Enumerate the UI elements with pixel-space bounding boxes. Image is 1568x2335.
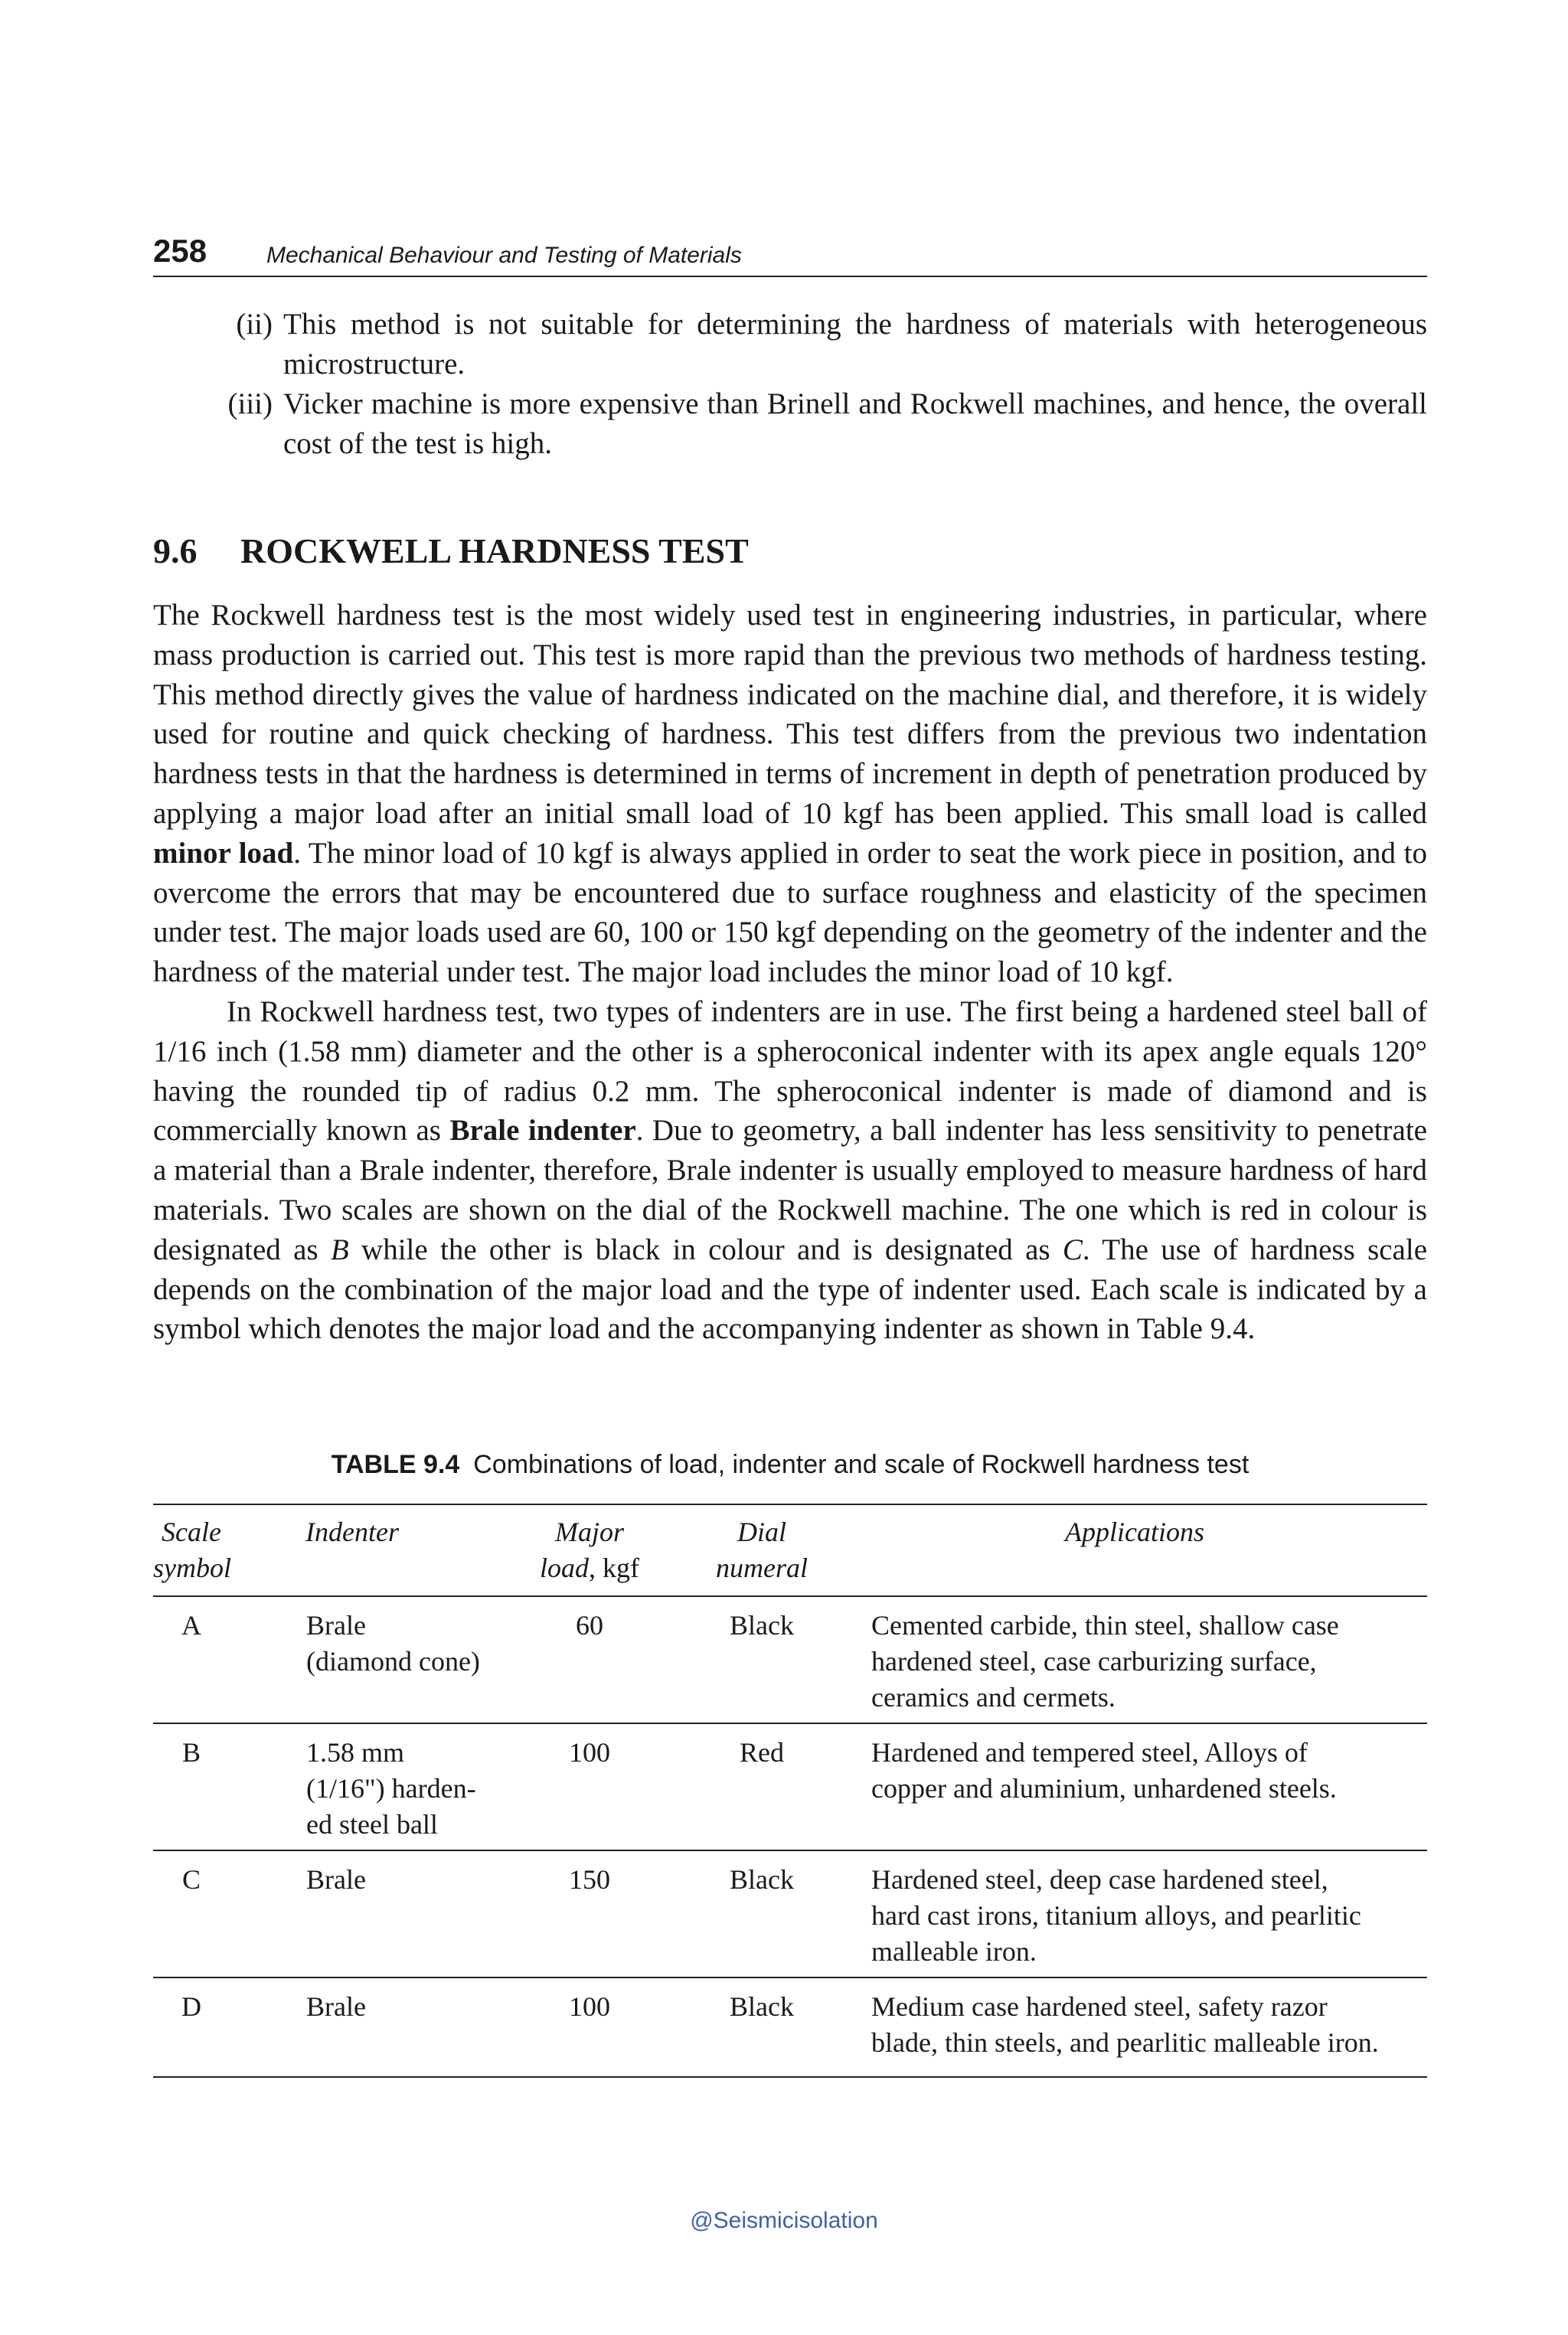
header-text: symbol <box>153 1553 231 1583</box>
cell-load: 150 <box>569 1864 610 1895</box>
header-text: Major <box>555 1517 624 1547</box>
cell-indenter <box>306 1735 513 1843</box>
cell-text: Medium case hardened steel, safety razor <box>871 1991 1328 2022</box>
cell-indenter: Brale <box>306 1864 366 1895</box>
cell-text: 1.58 mm <box>306 1737 405 1768</box>
cell-dial: Black <box>730 1991 794 2022</box>
header-dial-numeral <box>666 1514 858 1586</box>
header-text: numeral <box>716 1553 808 1583</box>
header-text: Dial <box>737 1517 786 1547</box>
paragraph-text: The Rockwell hardness test is the most widely used test in engineering industries, in particular, where mass production is carried out. This test is more rapid than the previous two methods of hardness testing. This method directly gives the value of hardness indicated on the machine dial, and therefore, it is widely used for routine and quick checking of hardness. This test differs from the previous two indentation hardness tests in that the hardness is determined in terms of increment in depth of penetration produced by applying a major load after an initial small load of 10 kgf has been applied. This small load is called <box>153 599 1427 830</box>
continued-list <box>153 305 1427 464</box>
cell-applications <box>871 1862 1427 1970</box>
section-heading <box>153 528 749 574</box>
table-caption-text: Combinations of load, indenter and scale of Rockwell hardness test <box>473 1450 1250 1479</box>
bold-term: minor load <box>153 836 294 870</box>
table-label: TABLE 9.4 <box>331 1450 460 1479</box>
table-caption <box>153 1447 1427 1482</box>
header-scale-symbol <box>153 1514 230 1586</box>
list-item-number: (ii) <box>236 308 273 341</box>
paragraph <box>153 596 1427 992</box>
paragraph-text: . The use of hardness scale depends on the combination of the major load and the type of indenter used. Each scale is indicated by a symbol which denotes the major load and the accompanying indenter as shown in Table 9.4. <box>153 1233 1428 1346</box>
list-item-text: Vicker machine is more expensive than Brinell and Rockwell machines, and hence, the overall cost of the test is high. <box>283 387 1427 460</box>
cell-load: 60 <box>576 1610 603 1641</box>
table-row <box>153 1977 1427 2078</box>
cell-text: copper and aluminium, unhardened steels. <box>871 1773 1337 1804</box>
rockwell-table <box>153 1504 1427 2078</box>
cell-text: hardened steel, case carburizing surface, <box>871 1646 1317 1677</box>
cell-text: Cemented carbide, thin steel, shallow case <box>871 1610 1339 1641</box>
cell-scale: D <box>181 1991 201 2022</box>
body-text <box>153 596 1427 1349</box>
cell-text: Brale <box>306 1610 366 1641</box>
cell-text: malleable iron. <box>871 1936 1037 1967</box>
header-major-load <box>513 1514 666 1586</box>
table-row <box>153 1723 1427 1850</box>
italic-symbol: C <box>1062 1233 1083 1266</box>
cell-text: blade, thin steels, and pearlitic malleable iron. <box>871 2027 1379 2058</box>
list-item-text: This method is not suitable for determining the hardness of materials with heterogeneous microstructure. <box>283 308 1427 380</box>
section-title: ROCKWELL HARDNESS TEST <box>240 531 749 570</box>
header-text: Scale <box>162 1517 221 1547</box>
cell-applications <box>871 1608 1427 1716</box>
table-row <box>153 1850 1427 1977</box>
cell-text: (diamond cone) <box>306 1646 480 1677</box>
bold-term: Brale indenter <box>449 1114 636 1148</box>
cell-load: 100 <box>569 1991 610 2022</box>
page-header <box>153 231 1427 277</box>
cell-scale: C <box>181 1864 201 1895</box>
page-number: 258 <box>153 233 207 269</box>
header-indenter: Indenter <box>305 1517 399 1547</box>
header-unit: , kgf <box>589 1553 639 1583</box>
cell-text: Hardened and tempered steel, Alloys of <box>871 1737 1308 1768</box>
header-applications: Applications <box>1065 1517 1204 1547</box>
cell-text: (1/16") harden- <box>306 1773 476 1804</box>
paragraph-text: while the other is black in colour and is designated as <box>348 1233 1063 1266</box>
cell-scale: B <box>181 1737 201 1768</box>
cell-text: hard cast irons, titanium alloys, and pearlitic <box>871 1900 1361 1931</box>
cell-applications <box>871 1735 1427 1807</box>
running-title: Mechanical Behaviour and Testing of Materials <box>266 243 742 268</box>
cell-text: ceramics and cermets. <box>871 1682 1116 1713</box>
cell-text: Hardened steel, deep case hardened steel, <box>871 1864 1328 1895</box>
cell-dial: Red <box>740 1737 784 1768</box>
list-item <box>153 305 1427 384</box>
header-text: load <box>539 1553 589 1583</box>
paragraph-text: . The minor load of 10 kgf is always applied in order to seat the work piece in position, and to overcome the errors that may be encountered due to surface roughness and elasticity of the specimen under test. The major loads used are 60, 100 or 150 kgf depending on the geometry of the indenter and the hardness of the material under test. The major load includes the minor load of 10 kgf. <box>153 836 1427 989</box>
section-number: 9.6 <box>153 531 198 570</box>
cell-dial: Black <box>730 1610 794 1641</box>
italic-symbol: B <box>330 1233 349 1266</box>
cell-text: ed steel ball <box>306 1809 438 1840</box>
cell-load: 100 <box>569 1737 610 1768</box>
list-item <box>153 384 1427 464</box>
table-row <box>153 1595 1427 1723</box>
watermark: @Seismicisolation <box>690 2208 878 2233</box>
table-header-row <box>153 1504 1427 1595</box>
paragraph-text: In Rockwell hardness test, two types of indenters are in use. The first being a hardened steel ball of 1/16 inch (1.58 mm) diameter and the other is a spheroconical indenter with its apex angle equals 120° having the rounded tip of radius 0.2 mm. The spheroconical indenter is made of diamond and is commercially known as <box>153 994 1427 1148</box>
list-item-number: (iii) <box>227 387 273 420</box>
cell-applications <box>871 1989 1427 2061</box>
cell-scale: A <box>181 1610 201 1641</box>
paragraph <box>153 992 1427 1349</box>
cell-indenter: Brale <box>306 1991 366 2022</box>
paragraph-text: . Due to geometry, a ball indenter has less sensitivity to penetrate a material than a Brale indenter, therefore, Brale indenter is usually employed to measure hardness of hard materials. Two scales are shown on the dial of the Rockwell machine. The one which is red in colour is designated as <box>153 1114 1427 1266</box>
cell-dial: Black <box>730 1864 794 1895</box>
cell-indenter <box>306 1608 513 1680</box>
